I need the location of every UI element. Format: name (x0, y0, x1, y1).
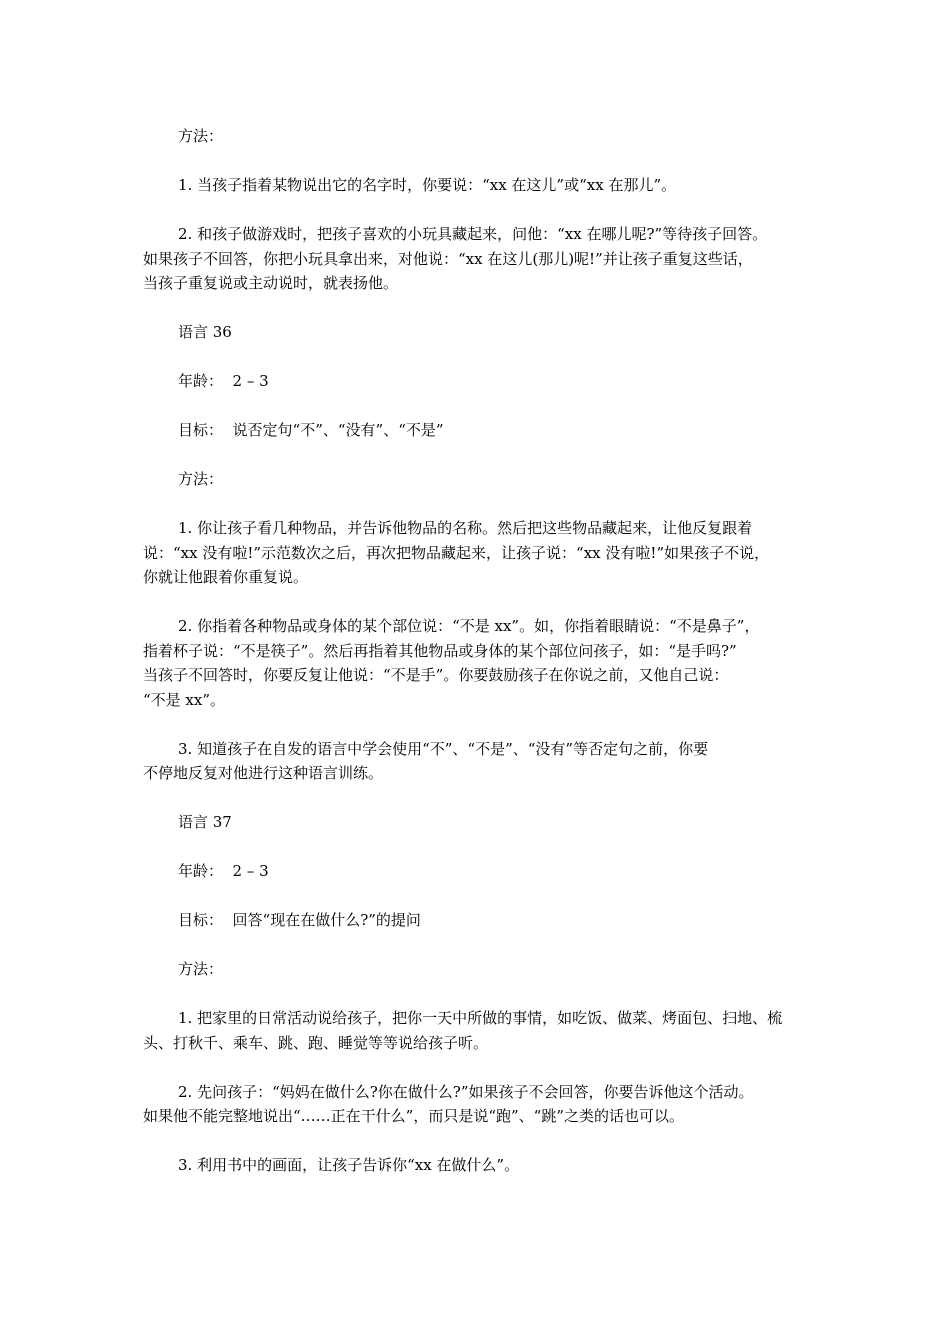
text-line: 2. 你指着各种物品或身体的某个部位说：“不是 xx”。如，你指着眼睛说：“不是鼻子”， (178, 617, 760, 635)
paragraph-gap (143, 296, 809, 321)
text-line: 当孩子不回答时，你要反复让他说：“不是手”。你要鼓励孩子在你说之前，又他自己说： (143, 666, 729, 684)
paragraph-gap (143, 982, 809, 1007)
age-line (143, 369, 809, 394)
paragraph-gap (143, 492, 809, 517)
text-line: 2. 和孩子做游戏时，把孩子喜欢的小玩具藏起来，问他：“xx 在哪儿呢?”等待孩子回答。 (178, 225, 768, 243)
text-line: 2. 先问孩子：“妈妈在做什么?你在做什么?”如果孩子不会回答，你要告诉他这个活动。 (178, 1082, 754, 1101)
text-line: 年龄： 2 – 3 (178, 372, 269, 390)
paragraph-gap (143, 198, 809, 223)
age-line (143, 859, 809, 884)
text-line: 你就让他跟着你重复说。 (143, 568, 309, 586)
text-line: 指着杯子说：“不是筷子”。然后再指着其他物品或身体的某个部位问孩子，如：“是手吗?” (143, 641, 737, 660)
text-line: 头、打秋千、乘车、跳、跑、睡觉等等说给孩子听。 (143, 1033, 489, 1052)
text-line: 1. 把家里的日常活动说给孩子，把你一天中所做的事情，如吃饭、做菜、烤面包、扫地、梳 (178, 1009, 783, 1027)
section-heading-method (143, 124, 809, 149)
text-line: 1. 你让孩子看几种物品，并告诉他物品的名称。然后把这些物品藏起来，让他反复跟着 (178, 519, 753, 537)
method-paragraph (143, 222, 809, 296)
section-heading-language (143, 320, 809, 345)
text-line: 目标： 说否定句“不”、“没有”、“不是” (178, 421, 444, 439)
paragraph-gap (143, 884, 809, 909)
method-paragraph (143, 516, 809, 590)
goal-line (143, 908, 809, 933)
text-line: 说：“xx 没有啦!”示范数次之后，再次把物品藏起来，让孩子说：“xx 没有啦!”如果孩子不说， (143, 543, 770, 562)
paragraph-gap (143, 933, 809, 958)
paragraph-gap (143, 712, 809, 737)
paragraph-gap (143, 443, 809, 468)
paragraph-gap (143, 345, 809, 370)
paragraph-gap (143, 835, 809, 860)
section-heading-method (143, 957, 809, 982)
goal-line (143, 418, 809, 443)
text-line: 目标： 回答“现在在做什么?”的提问 (178, 911, 421, 929)
method-paragraph (143, 173, 809, 198)
paragraph-gap (143, 590, 809, 615)
document-body (143, 124, 809, 1178)
text-line: 年龄： 2 – 3 (178, 862, 269, 880)
text-line: 如果他不能完整地说出“……正在干什么”，而只是说“跑”、“跳”之类的话也可以。 (143, 1107, 685, 1125)
section-heading-language (143, 810, 809, 835)
text-line: 不停地反复对他进行这种语言训练。 (143, 764, 384, 782)
paragraph-gap (143, 1055, 809, 1080)
text-line: 语言 37 (178, 813, 232, 831)
paragraph-gap (143, 786, 809, 811)
text-line: 3. 知道孩子在自发的语言中学会使用“不”、“不是”、“没有”等否定句之前，你要 (178, 739, 709, 758)
text-line: 3. 利用书中的画面，让孩子告诉你“xx 在做什么”。 (178, 1156, 520, 1174)
method-paragraph (143, 1153, 809, 1178)
text-line: 当孩子重复说或主动说时，就表扬他。 (143, 274, 399, 292)
text-line: 方法： (178, 960, 224, 978)
text-line: 方法： (178, 470, 224, 488)
text-line: “不是 xx”。 (143, 690, 226, 709)
paragraph-gap (143, 149, 809, 174)
method-paragraph (143, 1006, 809, 1055)
text-line: 方法： (178, 127, 224, 145)
method-paragraph (143, 1080, 809, 1129)
method-paragraph (143, 614, 809, 712)
text-line: 1. 当孩子指着某物说出它的名字时，你要说：“xx 在这儿”或“xx 在那儿”。 (178, 176, 677, 194)
text-line: 如果孩子不回答，你把小玩具拿出来，对他说：“xx 在这儿(那儿)呢!”并让孩子重复这些话， (143, 249, 753, 268)
method-paragraph (143, 737, 809, 786)
section-heading-method (143, 467, 809, 492)
paragraph-gap (143, 394, 809, 419)
paragraph-gap (143, 1129, 809, 1154)
text-line: 语言 36 (178, 323, 232, 341)
